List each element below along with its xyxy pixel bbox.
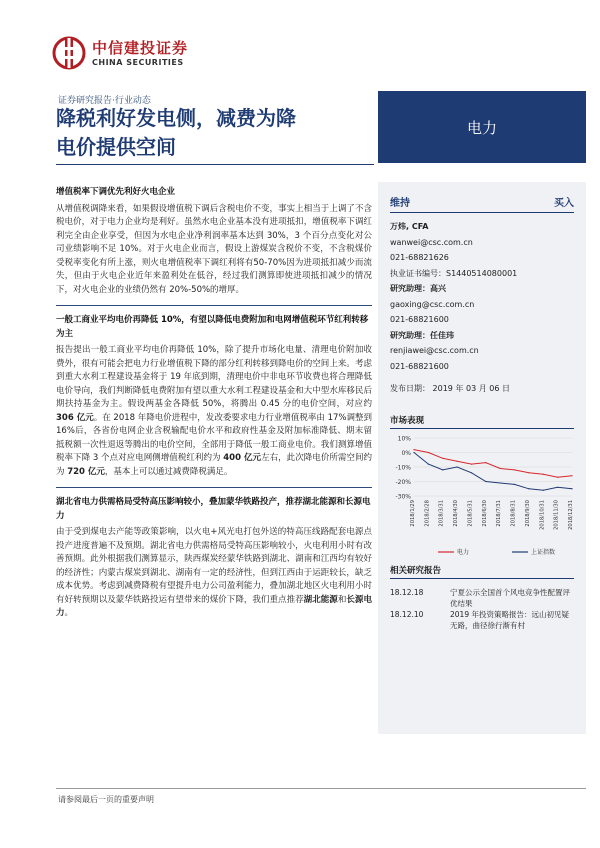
chart-legend-label: 上证指数 [531,549,556,556]
section-1-heading: 增值税率下调优先利好火电企业 [56,187,176,197]
related-report-date: 18.12.10 [390,610,424,619]
chart-x-tick-label: 2018/6/30 [481,500,488,527]
chart-x-tick-label: 2018/10/31 [539,500,546,530]
rating-row [390,194,574,209]
chart-data-point [413,452,414,453]
report-title-line1: 降税利好发电侧，减费为降 [56,106,296,130]
chart-legend-label: 电力 [457,549,470,556]
publish-date: 发布日期： 2019 年 03 月 06 日 [390,384,510,393]
chart-data-point [428,464,429,465]
chart-x-tick-label: 2018/12/31 [568,500,574,530]
chart-x-tick-label: 2018/5/31 [467,500,474,527]
chart-data-point [557,477,558,478]
chart-data-point [514,469,515,470]
assistant-2-email[interactable]: renjiawei@csc.com.cn [390,346,479,355]
section-3-body: 由于受到煤电去产能等政策影响，以火电+风光电打包外送的特高压线路配套电源点投产进度普遍不及预期。湖北省电力供需格局受特高压影响较小，火电利用小时有改善预期。此外根据我们测算显示，陕西煤炭经蒙华铁路到湖北、湖南和江西均有较好的经济性；内蒙古煤炭到湖北、湖南有一定的经济性，但到江西由于运距较长，缺乏成本优势。考虑到减费降税有望提升电力公司盈利能力，叠加湖北地区火电利用小时有好转预期以及蒙华铁路投运有望带来的煤价下降，我们重点推荐湖北能源和长源电力。 [56,527,372,618]
chart-data-point [514,484,515,485]
related-report-date: 18.12.18 [390,588,424,597]
analyst-phone: 021-68821626 [390,253,449,262]
chart-data-point [571,475,572,476]
chart-data-point [571,488,572,489]
chart-data-point [456,461,457,462]
market-performance-chart [388,432,576,560]
chart-x-tick-label: 2018/1/29 [410,500,416,527]
chart-data-point [456,466,457,467]
chart-y-tick-label: -10% [395,464,411,472]
chart-y-tick-label: -20% [395,479,411,486]
chart-data-point [442,458,443,459]
chart-x-tick-label: 2018/7/31 [496,500,503,527]
chart-data-point [543,490,544,491]
chart-data-point [485,481,486,482]
logo-emblem-icon [52,36,86,70]
analyst-info [390,219,580,374]
section-divider [56,487,372,488]
chart-y-tick-label: 10% [397,435,411,443]
chart-data-point [471,464,472,465]
chart-x-tick-label: 2018/3/31 [438,500,445,527]
analyst-email[interactable]: wanwei@csc.com.cn [390,237,473,247]
report-category: 证券研究报告·行业动态 [58,96,151,106]
title-divider [56,164,374,165]
section-2-heading: 一般工商业平均电价再降低 10%，有望以降低电费附加和电网增值税环节红利转移为主 [56,315,369,339]
sidebar [378,182,586,734]
chart-data-point [442,469,443,470]
chart-data-point [557,487,558,488]
chart-data-point [428,452,429,453]
chart-data-point [471,472,472,473]
chart-y-tick-label: -30% [395,493,411,501]
chart-x-tick-label: 2018/9/30 [524,500,531,527]
analyst-cert: 执业证书编号：S1440514080001 [390,268,518,278]
rating-action: 维持 [390,198,410,209]
section-2-body: 报告提出一般工商业平均电价再降低 10%，除了提升市场化电量、清理电价附加收费外，很有可能会把电力行业增值税下降的部分红利转移到降电价的空间上来。考虑到重大水利工程建设基金将于 19 年底到期，清理电价中非电环节收费也将合理降低电价导向，我们判断降低电费附加有望以重大水利工程建设基金和大中型水库移民后期扶持基金为主。假设两基金各降低 50%，将腾出 0.45 分的电价空间，对应约 306 亿元。在 2018 年降电价进程中，发改委要求电力行业增值税率由 17%调整到 16%后，各省份电网企业含税输配电价水平和政府性基金及附加标准降低、期末留抵税额一次性退返等腾出的电价空间，全部用于降低一般工商业电价。我们测算增值税率下降 3 个点对应电网侧增值税红利约为 400 亿元左右，此次降电价所需空间约为 720 亿元，基本上可以通过减费降税满足。 [56,345,373,477]
chart-data-point [413,449,414,450]
analyst-name: 万炜, CFA [390,222,429,231]
rating-divider [390,212,574,213]
section-3-heading: 湖北省电力供需格局受特高压影响较小，叠加蒙华铁路投产，推荐湖北能源和长源电力 [56,497,371,521]
logo-cn-text: 中信建投证券 [92,38,189,57]
assistant-1-phone: 021-68821600 [390,315,449,324]
assistant-1-name: 研究助理：高兴 [390,284,446,293]
chart-data-point [528,472,529,473]
assistant-2-name: 研究助理：任佳玮 [390,330,454,340]
chart-y-tick-label: 0% [401,450,411,457]
related-report-title: 宁夏公示全国首个风电竞争性配置评优结果 [450,588,570,608]
footer-divider [56,788,586,789]
related-report-item[interactable] [390,588,574,609]
market-heading: 市场表现 [390,416,425,426]
related-reports-heading: 相关研究报告 [390,566,442,576]
section-divider [56,305,372,306]
chart-data-point [485,462,486,463]
sector-label: 电力 [466,118,497,137]
assistant-2-phone: 021-68821600 [390,361,449,371]
chart-x-tick-label: 2018/2/28 [424,500,431,527]
sector-banner [378,91,586,163]
related-report-item[interactable] [390,610,574,631]
main-content [56,186,372,621]
chart-series-line [414,453,572,491]
chart-x-tick-label: 2018/4/30 [453,500,460,527]
chart-series-line [414,450,572,478]
section-1-body: 从增值税调降来看，如果假设增值税下调后含税电价不变，事实上相当于上调了不含税电价，对于电力企业均是利好。虽然水电企业基本没有进项抵扣，增值税率下调红利完全由企业享受，但因为水电企业净利润率基本达到 30%，3 个百分点变化对公司业绩影响不足 10%。对于火电企业而言，假设上游煤炭含税价不变，不含税煤价受税率变化有所上涨，则火电增值税率下调红利将有50-70%因为进项抵扣减少而流失，但由于火电企业近年来盈利处在低谷，经过我们测算即使进项抵扣减少的情况下，对火电企业的业绩仍然有 20%-50%的增厚。 [56,203,372,295]
logo-en-text: CHINA SECURITIES [92,57,184,67]
chart-x-tick-label: 2018/11/30 [553,500,560,530]
chart-x-tick-label: 2018/8/31 [510,500,517,527]
chart-data-point [500,468,501,469]
chart-data-point [528,488,529,489]
report-title-line2: 电价提供空间 [56,135,176,159]
chart-data-point [500,482,501,483]
chart-data-point [543,474,544,475]
assistant-1-email[interactable]: gaoxing@csc.com.cn [390,299,475,309]
rating-value: 买入 [554,198,574,209]
market-divider [390,428,574,429]
related-divider [390,578,574,579]
company-logo [52,36,188,70]
footer-disclaimer[interactable]: 请参阅最后一页的重要声明 [58,795,154,804]
report-title [56,104,376,162]
related-report-title: 2019 年投资策略报告：远山初见疑无路，曲径徐行渐有村 [450,610,569,630]
